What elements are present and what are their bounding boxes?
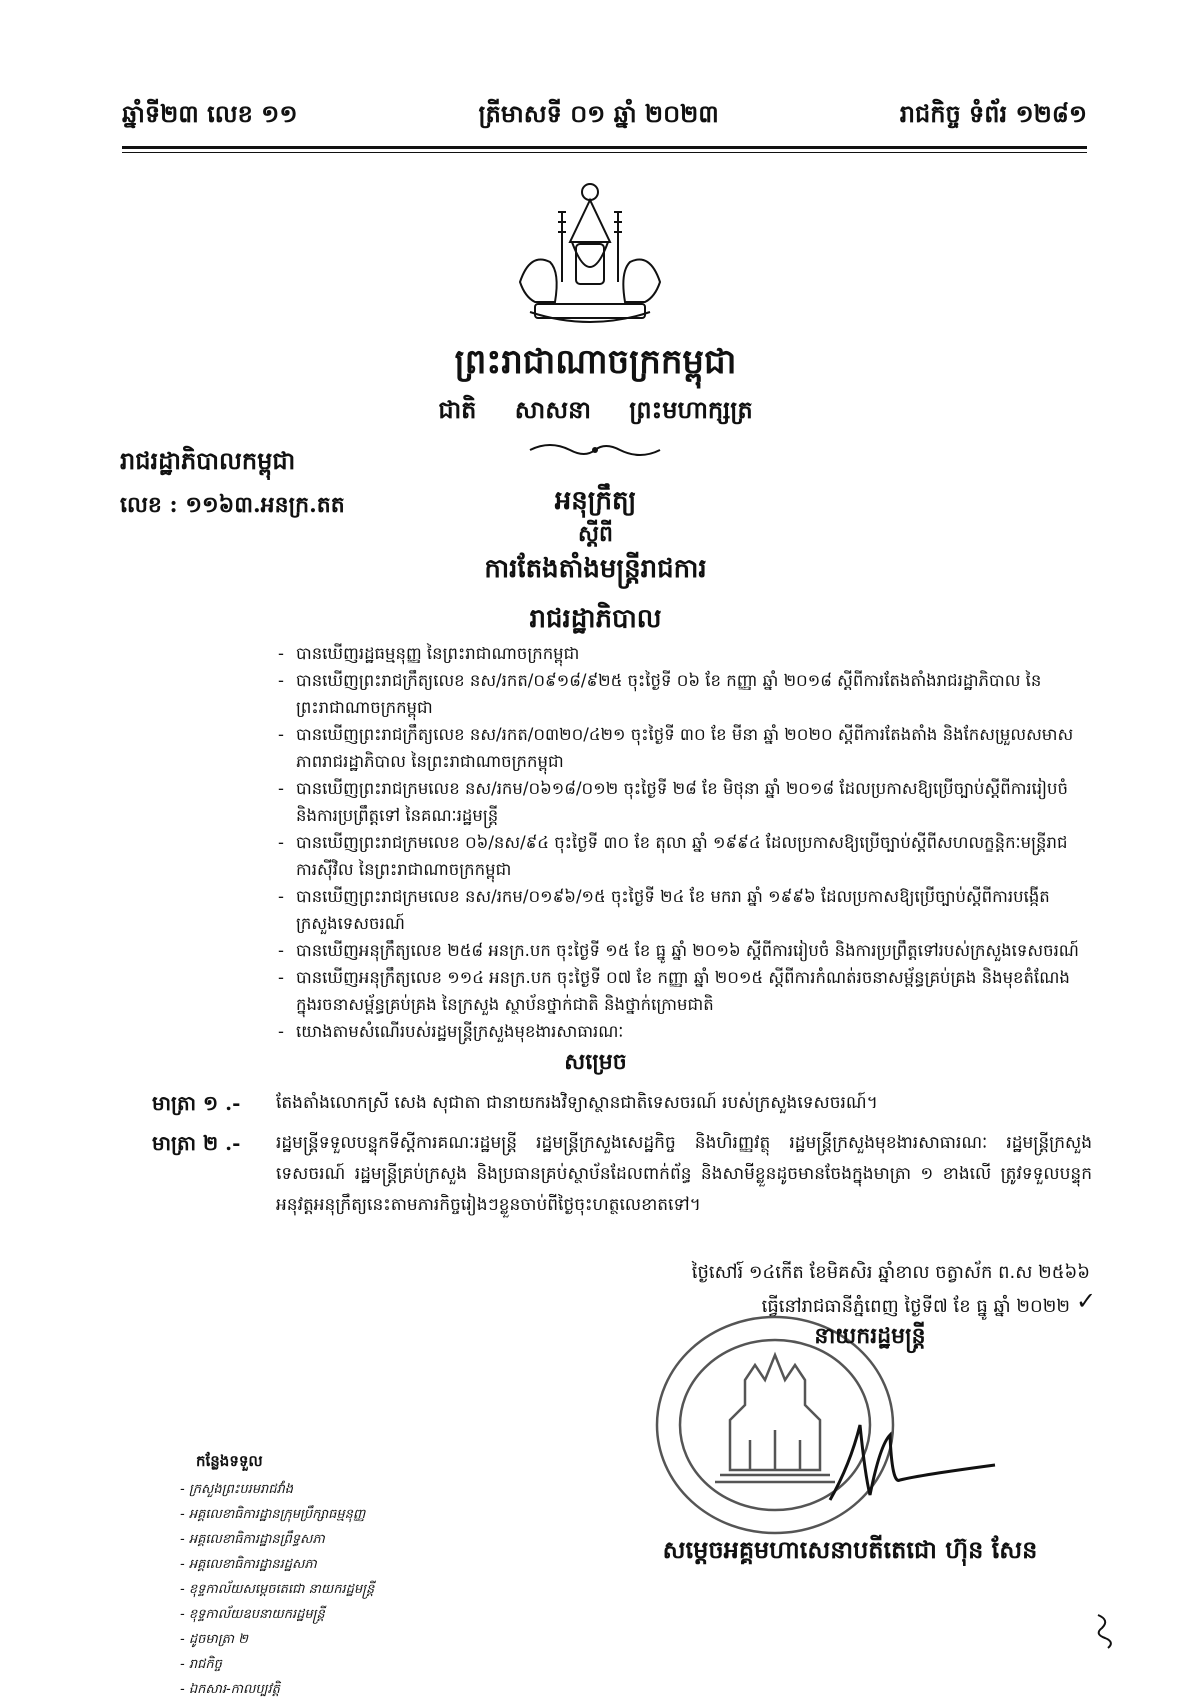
- reference-item: - បានឃើញអនុក្រឹត្យលេខ ១១៤ អនក្រ.បក ចុះថ្ងៃទី ០៧ ខែ កញ្ញា ឆ្នាំ ២០១៥ ស្តីពីការកំណត់រចនាសម្ព័ន្ធគ្រប់គ្រង និងមុខតំណែងក្នុងរចនាសម្ព័ន្ធគ្រប់គ្រង នៃក្រសួង ស្ថាប័នថ្នាក់ជាតិ និងថ្នាក់ក្រោមជាតិ: [278, 964, 1088, 1018]
- article-1: [152, 1088, 1092, 1119]
- document-number: លេខ : ១១៦៣.អនក្រ.តត: [120, 492, 345, 518]
- decree-authority: រាជរដ្ឋាភិបាល: [529, 604, 662, 634]
- recipient-item: - អគ្គលេខាធិការដ្ឋានព្រឹទ្ធសភា: [180, 1532, 325, 1547]
- decides-heading: សម្រេច: [564, 1049, 627, 1075]
- reference-item: - បានឃើញព្រះរាជក្រមលេខ នស/រកម/០៦១៨/០១២ ចុះថ្ងៃទី ២៨ ខែ មិថុនា ឆ្នាំ ២០១៨ ដែលប្រកាសឱ្យប្រើច្បាប់ស្តីពីការរៀបចំ និងការប្រព្រឹត្តទៅ នៃគណៈរដ្ឋមន្ត្រី: [278, 775, 1088, 829]
- gazette-page: រាជកិច្ច ទំព័រ ១២៨១: [899, 98, 1087, 128]
- legal-references: [278, 640, 1088, 1045]
- reference-item: - បានឃើញព្រះរាជក្រមលេខ នស/រកម/០១៩៦/១៥ ចុះថ្ងៃទី ២៤ ខែ មករា ឆ្នាំ ១៩៩៦ ដែលប្រកាសឱ្យប្រើច្បាប់ស្តីពីការបង្កើតក្រសួងទេសចរណ៍: [278, 883, 1088, 937]
- reference-item: - យោងតាមសំណើរបស់រដ្ឋមន្ត្រីក្រសួងមុខងារសាធារណៈ: [278, 1018, 1088, 1045]
- gazette-header: [122, 92, 1087, 140]
- check-mark-icon: ✓: [1076, 1287, 1097, 1315]
- handwritten-initial: [1090, 1610, 1120, 1650]
- article-text: រដ្ឋមន្ត្រីទទួលបន្ទុកទីស្តីការគណៈរដ្ឋមន្ត្រី រដ្ឋមន្ត្រីក្រសួងសេដ្ឋកិច្ច និងហិរញ្ញវត្ថុ រដ្ឋមន្ត្រីក្រសួងមុខងារសាធារណៈ រដ្ឋមន្ត្រីក្រសួងទេសចរណ៍ រដ្ឋមន្ត្រីគ្រប់ក្រសួង និងប្រធានគ្រប់ស្ថាប័នដែលពាក់ព័ន្ធ និងសាមីខ្លួនដូចមានចែងក្នុងមាត្រា ១ ខាងលើ ត្រូវទទួលបន្ទុកអនុវត្តអនុក្រឹត្យនេះតាមភារកិច្ចរៀងៗខ្លួនចាប់ពីថ្ងៃចុះហត្ថលេខាតទៅ។: [276, 1133, 1092, 1215]
- reference-item: - បានឃើញព្រះរាជក្រឹត្យលេខ នស/រកត/០៣២០/៤២១ ចុះថ្ងៃទី ៣០ ខែ មីនា ឆ្នាំ ២០២០ ស្តីពីការតែងតាំង និងកែសម្រួលសមាសភាពរាជរដ្ឋាភិបាល នៃព្រះរាជាណាចក្រកម្ពុជា: [278, 721, 1088, 775]
- recipients-heading: កន្លែងទទួល: [196, 1452, 263, 1470]
- gazette-year-issue: ឆ្នាំទី២៣ លេខ ១១: [122, 98, 298, 128]
- recipient-item: - ក្រសួងព្រះបរមរាជវាំង: [180, 1482, 294, 1497]
- recipients-list: [180, 1477, 374, 1702]
- decree-subject: ការតែងតាំងមន្ត្រីរាជការ: [484, 554, 707, 584]
- recipient-item: - ខុទ្ទកាល័យឧបនាយករដ្ឋមន្ត្រី: [180, 1607, 325, 1622]
- recipient-item: - អគ្គលេខាធិការដ្ឋានក្រុមប្រឹក្សាធម្មនុញ្ញ: [180, 1507, 366, 1522]
- header-rule-thin: [122, 152, 1087, 153]
- article-label: មាត្រា ១ .-: [152, 1091, 241, 1115]
- reference-item: - បានឃើញរដ្ឋធម្មនុញ្ញ នៃព្រះរាជាណាចក្រកម្ពុជា: [278, 640, 1088, 667]
- recipient-item: - ដូចមាត្រា ២: [180, 1632, 248, 1647]
- decree-about: ស្តីពី: [578, 521, 613, 547]
- reference-item: - បានឃើញព្រះរាជក្រឹត្យលេខ នស/រកត/០៩១៨/៩២៥ ចុះថ្ងៃទី ០៦ ខែ កញ្ញា ឆ្នាំ ២០១៨ ស្តីពីការតែងតាំងរាជរដ្ឋាភិបាល នៃព្រះរាជាណាចក្រកម្ពុជា: [278, 667, 1088, 721]
- recipient-item: - ឯកសារ-កាលប្បវត្តិ: [180, 1682, 280, 1697]
- recipient-item: - ខុទ្ទកាល័យសម្តេចតេជោ នាយករដ្ឋមន្ត្រី: [180, 1582, 375, 1597]
- issuer-name: រាជរដ្ឋាភិបាលកម្ពុជា: [120, 446, 296, 475]
- royal-arms-emblem: [510, 172, 670, 332]
- signer-title: នាយករដ្ឋមន្ត្រី: [814, 1323, 926, 1349]
- ornament-divider: [525, 440, 665, 460]
- article-text: តែងតាំងលោកស្រី សេង សុជាតា ជានាយករងវិទ្យាស្ថានជាតិទេសចរណ៍ របស់ក្រសួងទេសចរណ៍។: [276, 1093, 878, 1113]
- header-rule-thick: [122, 146, 1087, 149]
- signer-name: សម្តេចអគ្គមហាសេនាបតីតេជោ ហ៊ុន សែន: [662, 1535, 1038, 1564]
- kingdom-name: ព្រះរាជាណាចក្រកម្ពុជា: [454, 342, 737, 382]
- article-2: [152, 1128, 1092, 1221]
- article-label: មាត្រា ២ .-: [152, 1131, 241, 1155]
- lunar-date: ថ្ងៃសៅរ៍ ១៤កើត ខែមិគសិរ ឆ្នាំខាល ចត្វាស័ក ព.ស ២៥៦៦: [691, 1262, 1090, 1283]
- place-and-date: ធ្វើនៅរាជធានីភ្នំពេញ ថ្ងៃទី៧ ខែ ធ្នូ ឆ្នាំ ២០២២: [761, 1296, 1070, 1317]
- handwritten-signature: [820, 1405, 1000, 1515]
- national-motto: ជាតិ សាសនា ព្រះមហាក្សត្រ: [438, 395, 753, 424]
- gazette-date: ត្រីមាសទី ០១ ឆ្នាំ ២០២៣: [478, 98, 719, 128]
- decree-type: អនុក្រឹត្យ: [554, 486, 637, 516]
- reference-item: - បានឃើញព្រះរាជក្រមលេខ ០៦/នស/៩៤ ចុះថ្ងៃទី ៣០ ខែ តុលា ឆ្នាំ ១៩៩៤ ដែលប្រកាសឱ្យប្រើច្បាប់ស្តីពីសហលក្ខន្តិកៈមន្ត្រីរាជការស៊ីវិល នៃព្រះរាជាណាចក្រកម្ពុជា: [278, 829, 1088, 883]
- recipient-item: - អគ្គលេខាធិការដ្ឋានរដ្ឋសភា: [180, 1557, 317, 1572]
- recipient-item: - រាជកិច្ច: [180, 1657, 222, 1672]
- reference-item: - បានឃើញអនុក្រឹត្យលេខ ២៥៨ អនក្រ.បក ចុះថ្ងៃទី ១៥ ខែ ធ្នូ ឆ្នាំ ២០១៦ ស្តីពីការរៀបចំ និងការប្រព្រឹត្តទៅរបស់ក្រសួងទេសចរណ៍: [278, 937, 1088, 964]
